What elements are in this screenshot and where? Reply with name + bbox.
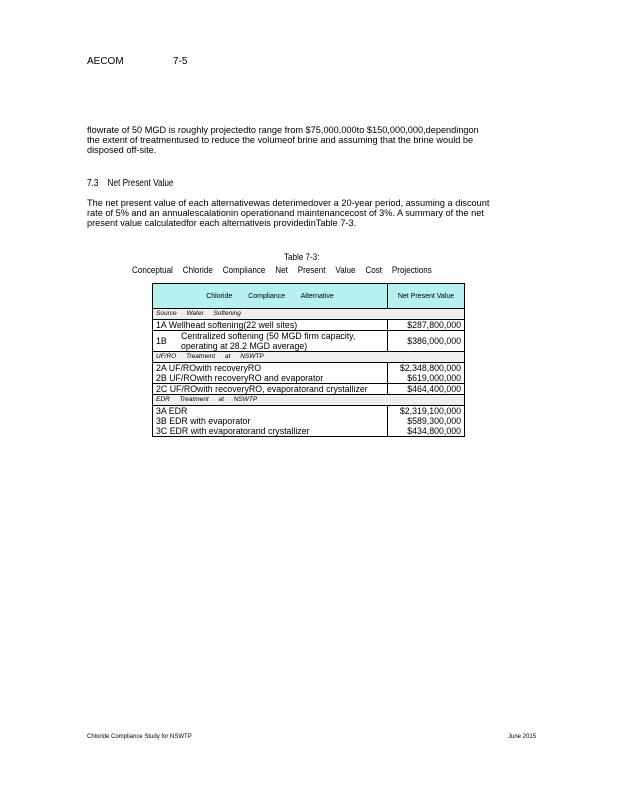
table-header-row	[153, 284, 465, 309]
intro-paragraph	[87, 125, 537, 155]
table-caption-number: Table 7-3:	[284, 252, 320, 263]
section-title-edr: EDR Treatment at NSWTP	[153, 395, 465, 406]
alternative-cell: 3A EDR	[153, 406, 388, 417]
alternative-cell: 2A UF/ROwith recoveryRO	[153, 363, 388, 374]
table-row	[153, 320, 465, 331]
table-row	[153, 331, 465, 352]
column-header-npv: Net Present Value	[388, 284, 465, 309]
section-title-softening: Source Water Softening	[153, 309, 465, 320]
npv-cell: $386,000,000	[388, 331, 465, 352]
npv-cell: $287,800,000	[388, 320, 465, 331]
section-line: present value calculatedfor each alternativeis providedinTable 7-3.	[87, 218, 357, 228]
alternative-cell: 3C EDR with evaporatorand crystallizer	[153, 426, 388, 437]
table-row	[153, 416, 465, 426]
alternative-cell	[153, 331, 388, 352]
section-row	[153, 309, 465, 320]
intro-line: flowrate of 50 MGD is roughly projectedto range from $75,000.000to $150,000,000,dependingon	[87, 125, 479, 135]
section-title: Net Present Value	[107, 178, 174, 189]
footer-left: Chloride Compliance Study for NSWTP	[87, 734, 192, 740]
npv-cell: $619,000,000	[388, 373, 465, 384]
table-row	[153, 373, 465, 384]
alternative-cell: 3B EDR with evaporator	[153, 416, 388, 426]
npv-cell: $464,400,000	[388, 384, 465, 395]
alternative-code: 1B	[156, 336, 167, 346]
npv-cell: $434,800,000	[388, 426, 465, 437]
table-row	[153, 426, 465, 437]
intro-line: disposed off-site.	[87, 145, 157, 155]
alternative-line: operating at 28.2 MGD average)	[181, 341, 308, 351]
section-row	[153, 352, 465, 363]
table-row	[153, 363, 465, 374]
footer-right: June 2015	[508, 734, 537, 740]
column-header-alternative: Chloride Compliance Alternative	[153, 284, 388, 309]
section-number: 7.3	[87, 178, 99, 189]
npv-cell: $2,348,800,000	[388, 363, 465, 374]
section-title-ufro: UF/RO Treatment at NSWTP	[153, 352, 465, 363]
section-line: rate of 5% and an annualescalationin operationand maintenancecost of 3%. A summary of the net	[87, 208, 484, 218]
section-row	[153, 395, 465, 406]
npv-cell: $2,319,100,000	[388, 406, 465, 417]
table-row	[153, 406, 465, 417]
alternative-line: Centralized softening (50 MGD firm capacity,	[181, 331, 356, 341]
npv-cell: $589,300,000	[388, 416, 465, 426]
alternative-cell: 1A Wellhead softening(22 well sites)	[153, 320, 388, 331]
section-paragraph	[87, 198, 537, 228]
section-line: The net present value of each alternativewas deterimedover a 20-year period, assuming a discount	[87, 198, 490, 208]
alternative-cell: 2B UF/ROwith recoveryRO and evaporator	[153, 373, 388, 384]
intro-line: the extent of treatmentused to reduce the volumeof brine and assuming that the brine would be	[87, 135, 474, 145]
table-caption-title: Conceptual Chloride Compliance Net Present Value Cost Projections	[132, 265, 432, 276]
page-number: 7-5	[173, 56, 188, 67]
npv-table	[152, 283, 465, 437]
table-row	[153, 384, 465, 395]
company-name: AECOM	[87, 56, 124, 67]
section-heading	[87, 178, 173, 189]
alternative-cell: 2C UF/ROwith recoveryRO, evaporatorand crystallizer	[153, 384, 388, 395]
